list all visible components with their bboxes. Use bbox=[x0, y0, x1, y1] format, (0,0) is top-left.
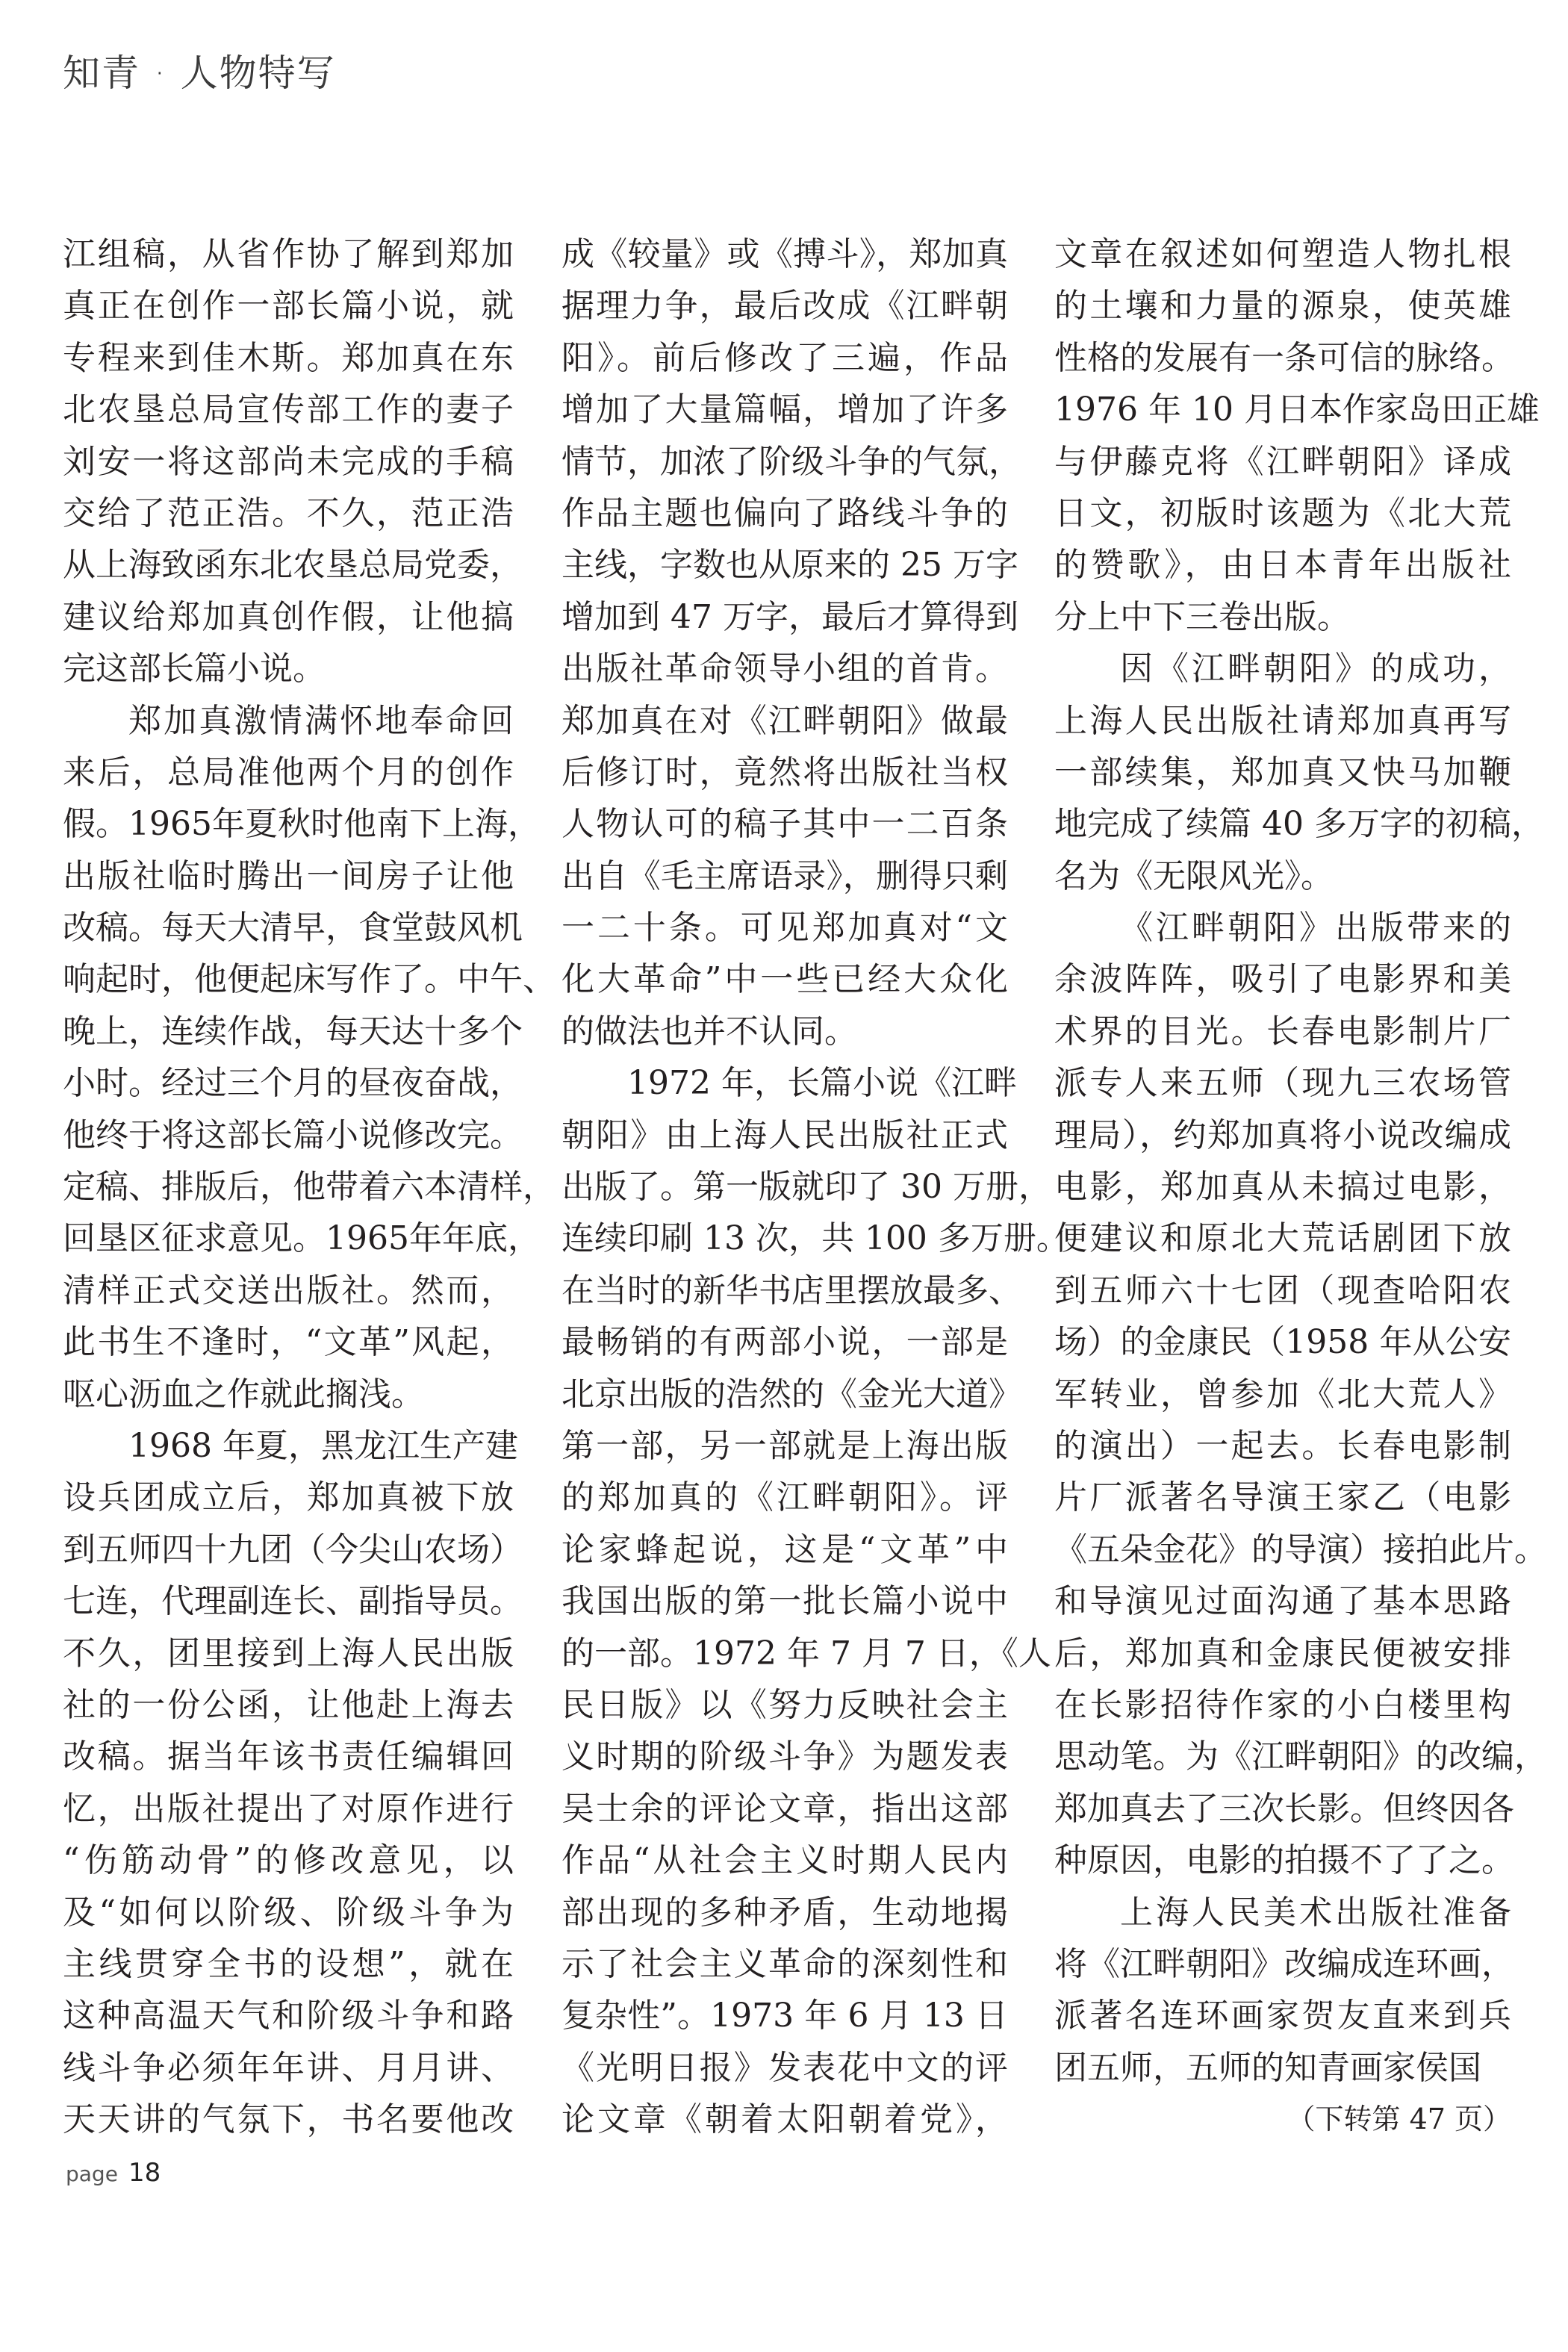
text-line: 呕心沥血之作就此搁浅。 bbox=[63, 1375, 424, 1413]
text-line: 作品“从社会主义时期人民内 bbox=[561, 1841, 1008, 1880]
text-line: 论家蜂起说，这是“文革”中 bbox=[561, 1530, 1008, 1569]
text-line: 专程来到佳木斯。郑加真在东 bbox=[63, 338, 514, 377]
text-line: 忆，出版社提出了对原作进行 bbox=[63, 1789, 514, 1828]
text-line: 设兵团成立后，郑加真被下放 bbox=[63, 1478, 514, 1517]
text-line: 的郑加真的《江畔朝阳》。评 bbox=[561, 1478, 1008, 1517]
text-line: 种原因，电影的拍摄不了了之。 bbox=[1054, 1841, 1514, 1880]
text-line: 名为《无限风光》。 bbox=[1054, 856, 1334, 895]
text-line: 天天讲的气氛下，书名要他改 bbox=[63, 2100, 514, 2139]
text-line: 小时。经过三个月的昼夜奋战， bbox=[63, 1064, 523, 1103]
text-line: 的做法也并不认同。 bbox=[561, 1012, 857, 1051]
text-line: 第一部，另一部就是上海出版 bbox=[561, 1426, 1008, 1465]
text-line: 后，郑加真和金康民便被安排 bbox=[1054, 1634, 1511, 1673]
text-line: 主线贯穿全书的设想”，就在 bbox=[63, 1944, 514, 1983]
text-line: 《光明日报》发表花中文的评 bbox=[561, 2048, 1008, 2087]
text-line: 论文章《朝着太阳朝着党》， bbox=[561, 2100, 1008, 2139]
text-line: 增加了大量篇幅，增加了许多 bbox=[561, 391, 1008, 429]
text-line: 1968 年夏，黑龙江生产建 bbox=[128, 1426, 518, 1465]
text-line: 作品主题也偏向了路线斗争的 bbox=[561, 494, 1008, 532]
text-line: 因《江畔朝阳》的成功， bbox=[1120, 650, 1511, 688]
page-number: 18 bbox=[128, 2158, 161, 2188]
text-line: 出自《毛主席语录》，删得只剩 bbox=[561, 856, 1008, 895]
text-line: 场）的金康民（1958 年从公安 bbox=[1054, 1323, 1511, 1362]
text-line: 一二十条。可见郑加真对“文 bbox=[561, 909, 1008, 948]
section-header: 知青 · 人物特写 bbox=[63, 52, 336, 95]
continued-on-page-note: （下转第 47 页） bbox=[1287, 2103, 1511, 2136]
text-line: 江组稿，从省作协了解到郑加 bbox=[63, 235, 514, 273]
text-line: 线斗争必须年年讲、月月讲、 bbox=[63, 2048, 514, 2087]
text-line: 社的一份公函，让他赴上海去 bbox=[63, 1685, 514, 1724]
text-line: 据理力争，最后改成《江畔朝 bbox=[561, 287, 1008, 326]
text-line: 出版了。第一版就印了 30 万册， bbox=[561, 1168, 1051, 1207]
text-line: 1972 年，长篇小说《江畔 bbox=[627, 1064, 1017, 1103]
text-line: “伤筋动骨”的修改意见，以 bbox=[63, 1841, 514, 1880]
text-line: 情节，加浓了阶级斗争的气氛， bbox=[561, 442, 1021, 481]
text-line: 响起时，他便起床写作了。中午、 bbox=[63, 960, 556, 999]
text-line: 示了社会主义革命的深刻性和 bbox=[561, 1944, 1008, 1983]
text-line: 郑加真在对《江畔朝阳》做最 bbox=[561, 701, 1008, 740]
text-line: 七连，代理副连长、副指导员。 bbox=[63, 1582, 523, 1621]
text-line: 片厂派著名导演王家乙（电影 bbox=[1054, 1478, 1511, 1517]
text-line: 1976 年 10 月日本作家岛田正雄 bbox=[1054, 391, 1540, 429]
text-line: 回垦区征求意见。1965年年底， bbox=[63, 1219, 541, 1258]
text-line: 北农垦总局宣传部工作的妻子 bbox=[63, 391, 514, 429]
text-line: 军转业，曾参加《北大荒人》 bbox=[1054, 1375, 1511, 1413]
text-line: 义时期的阶级斗争》为题发表 bbox=[561, 1737, 1008, 1776]
text-line: 部出现的多种矛盾，生动地揭 bbox=[561, 1893, 1008, 1932]
text-column-1 bbox=[63, 228, 556, 2145]
text-line: 团五师，五师的知青画家侯国 bbox=[1054, 2048, 1481, 2087]
text-line: 从上海致函东北农垦总局党委， bbox=[63, 546, 523, 585]
text-line: 一部续集，郑加真又快马加鞭 bbox=[1054, 753, 1511, 791]
text-line: 派专人来五师（现九三农场管 bbox=[1054, 1064, 1511, 1103]
text-line: 民日版》以《努力反映社会主 bbox=[561, 1685, 1008, 1724]
text-line: 化大革命”中一些已经大众化 bbox=[561, 960, 1008, 999]
text-line: 在当时的新华书店里摆放最多、 bbox=[561, 1271, 1021, 1310]
text-line: 最畅销的有两部小说，一部是 bbox=[561, 1323, 1008, 1362]
text-line: 真正在创作一部长篇小说，就 bbox=[63, 287, 514, 326]
text-line: 增加到 47 万字，最后才算得到 bbox=[561, 597, 1018, 636]
text-line: 及“如何以阶级、阶级斗争为 bbox=[63, 1893, 514, 1932]
text-line: 郑加真激情满怀地奉命回 bbox=[128, 701, 514, 740]
text-line: 与伊藤克将《江畔朝阳》译成 bbox=[1054, 442, 1511, 481]
text-line: 阳》。前后修改了三遍，作品 bbox=[561, 338, 1008, 377]
text-line: 定稿、排版后，他带着六本清样， bbox=[63, 1168, 556, 1207]
text-line: 日文，初版时该题为《北大荒 bbox=[1054, 494, 1511, 532]
text-line: 吴士余的评论文章，指出这部 bbox=[561, 1789, 1008, 1828]
text-column-3 bbox=[1054, 228, 1547, 2145]
text-line: 假。1965年夏秋时他南下上海， bbox=[63, 805, 541, 844]
text-line: 余波阵阵，吸引了电影界和美 bbox=[1054, 960, 1511, 999]
text-line: 人物认可的稿子其中一二百条 bbox=[561, 805, 1008, 844]
text-line: 刘安一将这部尚未完成的手稿 bbox=[63, 442, 514, 481]
text-line: 后修订时，竟然将出版社当权 bbox=[561, 753, 1008, 791]
text-line: 的演出）一起去。长春电影制 bbox=[1054, 1426, 1511, 1465]
text-line: 的土壤和力量的源泉，使英雄 bbox=[1054, 287, 1511, 326]
text-line: 的一部。1972 年 7 月 7 日，《人 bbox=[561, 1634, 1051, 1673]
text-line: 术界的目光。长春电影制片厂 bbox=[1054, 1012, 1511, 1051]
text-line: 上海人民美术出版社准备 bbox=[1120, 1893, 1511, 1932]
text-line: 朝阳》由上海人民出版社正式 bbox=[561, 1116, 1008, 1154]
text-line: 这种高温天气和阶级斗争和路 bbox=[63, 1997, 514, 2035]
text-line: 到五师六十七团（现查哈阳农 bbox=[1054, 1271, 1511, 1310]
text-line: 建议给郑加真创作假，让他搞 bbox=[63, 597, 514, 636]
text-line: 出版社临时腾出一间房子让他 bbox=[63, 856, 514, 895]
text-line: 郑加真去了三次长影。但终因各 bbox=[1054, 1789, 1514, 1828]
text-line: 思动笔。为《江畔朝阳》的改编， bbox=[1054, 1737, 1547, 1776]
text-line: 地完成了续篇 40 多万字的初稿， bbox=[1054, 805, 1544, 844]
page-label: page bbox=[66, 2162, 118, 2186]
text-line: 性格的发展有一条可信的脉络。 bbox=[1054, 338, 1514, 377]
text-line: 复杂性”。1973 年 6 月 13 日 bbox=[561, 1997, 1008, 2035]
text-line: 完这部长篇小说。 bbox=[63, 650, 326, 688]
text-line: 清样正式交送出版社。然而， bbox=[63, 1271, 514, 1310]
text-line: 《江畔朝阳》出版带来的 bbox=[1120, 909, 1511, 948]
text-line: 他终于将这部长篇小说修改完。 bbox=[63, 1116, 523, 1154]
text-line: 主线，字数也从原来的 25 万字 bbox=[561, 546, 1018, 585]
text-line: 分上中下三卷出版。 bbox=[1054, 597, 1350, 636]
text-line: 不久，团里接到上海人民出版 bbox=[63, 1634, 514, 1673]
text-line: 派著名连环画家贺友直来到兵 bbox=[1054, 1997, 1511, 2035]
text-line: 交给了范正浩。不久，范正浩 bbox=[63, 494, 514, 532]
text-line: 改稿。据当年该书责任编辑回 bbox=[63, 1737, 514, 1776]
text-line: 的赞歌》，由日本青年出版社 bbox=[1054, 546, 1511, 585]
text-line: 来后，总局准他两个月的创作 bbox=[63, 753, 514, 791]
text-line: 连续印刷 13 次，共 100 多万册。 bbox=[561, 1219, 1069, 1258]
text-line: 晚上，连续作战，每天达十多个 bbox=[63, 1012, 523, 1051]
text-line: 文章在叙述如何塑造人物扎根 bbox=[1054, 235, 1511, 273]
text-line: 便建议和原北大荒话剧团下放 bbox=[1054, 1219, 1511, 1258]
text-line: 此书生不逢时，“文革”风起， bbox=[63, 1323, 514, 1362]
text-line: 改稿。每天大清早，食堂鼓风机 bbox=[63, 909, 523, 948]
text-line: 电影，郑加真从未搞过电影， bbox=[1054, 1168, 1511, 1207]
text-line: 成《较量》或《搏斗》，郑加真 bbox=[561, 235, 1008, 273]
text-line: 到五师四十九团（今尖山农场） bbox=[63, 1530, 523, 1569]
text-column-2 bbox=[561, 228, 1069, 2145]
text-line: 上海人民出版社请郑加真再写 bbox=[1054, 701, 1511, 740]
text-line: 北京出版的浩然的《金光大道》 bbox=[561, 1375, 1021, 1413]
text-line: 出版社革命领导小组的首肯。 bbox=[561, 650, 1008, 688]
text-line: 《五朵金花》的导演）接拍此片。 bbox=[1054, 1530, 1547, 1569]
text-line: 在长影招待作家的小白楼里构 bbox=[1054, 1685, 1511, 1724]
text-line: 和导演见过面沟通了基本思路 bbox=[1054, 1582, 1511, 1621]
page-footer bbox=[66, 2158, 161, 2188]
text-line: 我国出版的第一批长篇小说中 bbox=[561, 1582, 1008, 1621]
text-line: 将《江畔朝阳》改编成连环画， bbox=[1054, 1944, 1514, 1983]
text-line: 理局），约郑加真将小说改编成 bbox=[1054, 1116, 1511, 1154]
